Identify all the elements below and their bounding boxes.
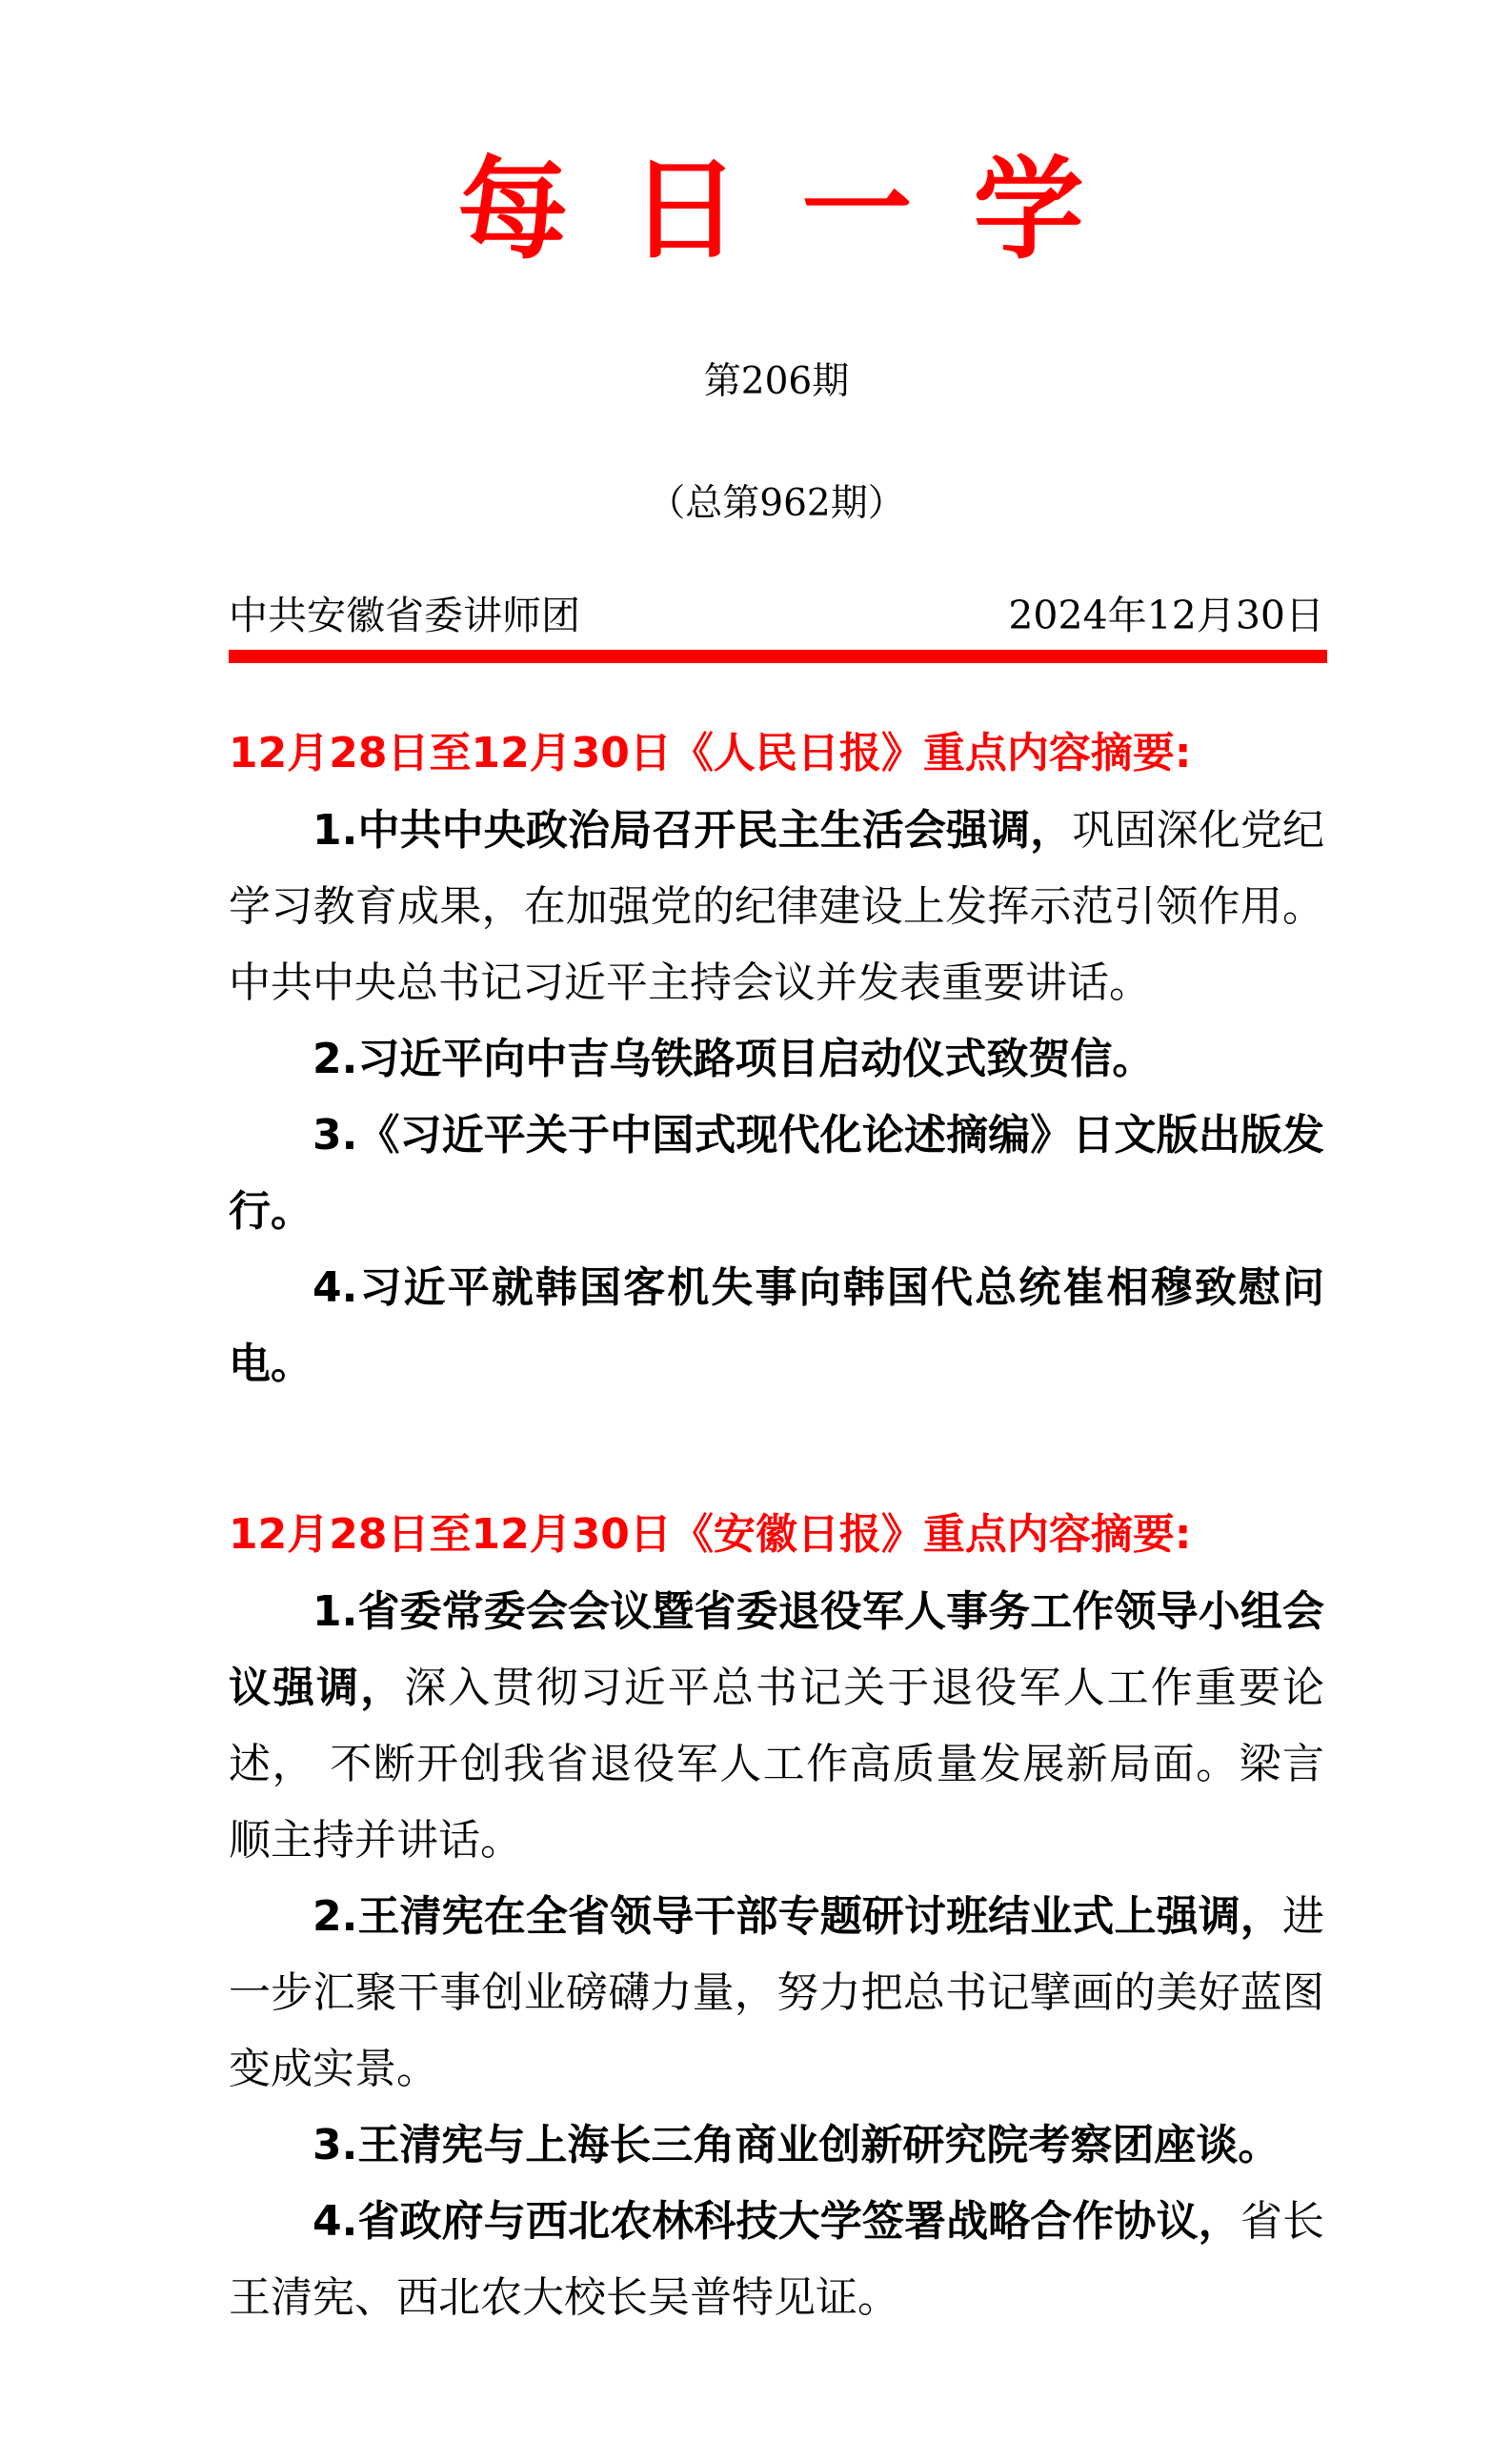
news-list-anhui-daily — [229, 1574, 1324, 2336]
news-item — [229, 1574, 1324, 1879]
issue-number: 第206期 — [703, 360, 850, 403]
section-heading-anhui-daily: 12月28日至12月30日《安徽日报》重点内容摘要: — [229, 1510, 1192, 1559]
issue-date: 2024年12月30日 — [1008, 593, 1324, 638]
news-item — [229, 1098, 1324, 1250]
organization-name: 中共安徽省委讲师团 — [229, 593, 580, 638]
news-item-body: 进一步汇聚干事创业磅礴力量，努力把总书记擘画的美好蓝图变成实景。 — [229, 1892, 1324, 2093]
news-item-body: 深入贯彻习近平总书记关于退役军人工作重要论述， 不断开创我省退役军人工作高质量发展新局面。梁言顺主持并讲话。 — [229, 1664, 1325, 1865]
news-item-lead: 3.王清宪与上海长三角商业创新研究院考察团座谈。 — [312, 2121, 1280, 2169]
meta-row — [229, 591, 1324, 640]
bulletin-title: 每 日 一 学 — [457, 145, 1096, 274]
news-item — [229, 2184, 1324, 2336]
total-issue-number: （总第962期） — [648, 482, 905, 525]
news-item-lead: 2.王清宪在全省领导干部专题研讨班结业式上强调， — [312, 1892, 1282, 1941]
news-item — [229, 793, 1324, 1021]
news-item-lead: 3.《习近平关于中国式现代化论述摘编》日文版出版发行。 — [229, 1111, 1324, 1236]
news-item-lead: 4.习近平就韩国客机失事向韩国代总统崔相穆致慰问电。 — [229, 1263, 1324, 1388]
news-item-lead: 1.省委常委会会议暨省委退役军人事务工作领导小组会议强调， — [229, 1587, 1324, 1712]
news-item — [229, 1879, 1324, 2108]
news-item — [229, 1021, 1324, 1098]
news-item-lead: 1.中共中央政治局召开民主生活会强调， — [312, 806, 1073, 855]
content-area — [229, 143, 1324, 2336]
news-list-peoples-daily — [229, 793, 1324, 1402]
news-item — [229, 2108, 1324, 2184]
news-item — [229, 1250, 1324, 1402]
news-item-body: 省长王清宪、西北农大校长吴普特见证。 — [229, 2197, 1325, 2322]
news-item-lead: 2.习近平向中吉乌铁路项目启动仪式致贺信。 — [312, 1035, 1155, 1083]
news-item-lead: 4.省政府与西北农林科技大学签署战略合作协议， — [312, 2197, 1240, 2246]
red-divider-rule — [229, 650, 1327, 663]
section-heading-peoples-daily: 12月28日至12月30日《人民日报》重点内容摘要: — [229, 729, 1192, 777]
news-item-body: 巩固深化党纪学习教育成果，在加强党的纪律建设上发挥示范引领作用。中共中央总书记习近平主持会议并发表重要讲话。 — [229, 806, 1324, 1007]
